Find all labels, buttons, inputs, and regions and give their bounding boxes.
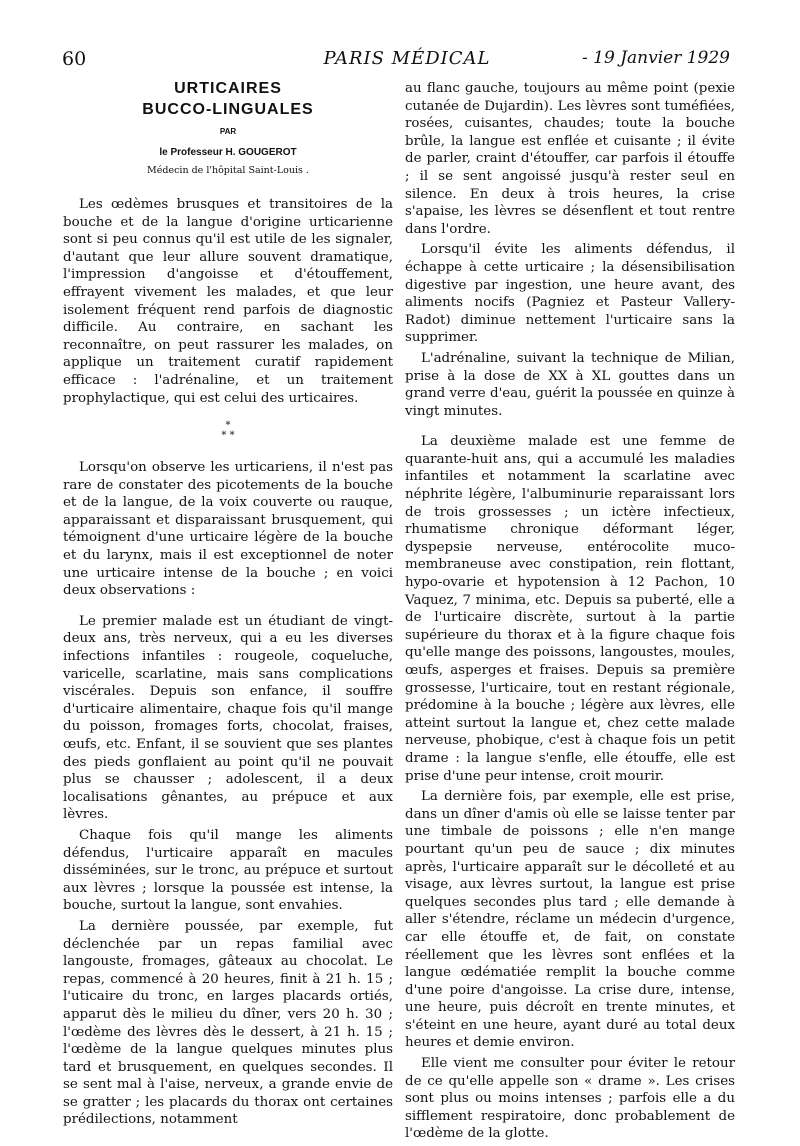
paragraph: La dernière fois, par exemple, elle est prise, dans un dîner d'amis où elle se laisse tenter par une timbale de poissons ; elle n'en mange pourtant qu'un peu de sauce ; dix minutes après, l'urticaire apparaît sur le décolleté et au visage, aux lèvres surtout, la langue est prise quelques secondes plus tard ; elle demande à aller s'étendre, réclame un médecin d'urgence, car elle étouffe et, de fait, on constate réellement que les lèvres sont enflées et la langue œdématiée remplit la bouche comme d'une poire d'angoisse. La crise dure, intense, une heure, puis décroît en trente minutes, et s'éteint en une heure, ayant duré au total deux heures et demie environ. [405, 789, 735, 1051]
paragraph: Lorsqu'il évite les aliments défendus, il échappe à cette urticaire ; la désensibilisation digestive par ingestion, une heure avant, des aliments nocifs (Pagniez et Pasteur Vallery-Radot) diminue nettement l'urticaire sans la supprimer. [405, 242, 735, 346]
page-header [62, 48, 730, 74]
byline-par: PAR [219, 127, 237, 137]
article-title-line2: BUCCO-LINGUALES [142, 100, 314, 118]
article-title-line1: URTICAIRES [174, 80, 282, 97]
paragraph: Chaque fois qu'il mange les aliments défendus, l'urticaire apparaît en macules disséminées, sur le tronc, au prépuce et surtout aux lèvres ; lorsque la poussée est intense, la bouche, surtout la langue, sont envahies. [63, 827, 393, 914]
page-number: 60 [62, 48, 87, 70]
author-affiliation: Médecin de l'hôpital Saint-Louis . [147, 165, 309, 177]
paragraph: Les œdèmes brusques et transitoires de la bouche et de la langue d'origine urticarienne sont si peu connus qu'il est utile de les signaler, d'autant que leur allure souvent dramatique, l'impression d'angoisse et d'étouffement, effrayent vivement les malades, et que leur isolement fréquent rend parfois de diagnostic difficile. Au contraire, en sachant les reconnaître, on peut rassurer les malades, on applique un traitement curatif rapidement efficace : l'adrénaline, et un traitement prophylactique, qui est celui des urticaires. [63, 196, 393, 406]
paragraph: La deuxième malade est une femme de quarante-huit ans, qui a accumulé les maladies infantiles et notamment la scarlatine avec néphrite légère, l'albuminurie reparaissant lors de trois grossesses ; un ictère infectieux, rhumatisme chronique déformant léger, dyspepsie nerveuse, entérocolite muco-membraneuse avec constipation, rein flottant, hypo-ovarie et hypotension à 12 Pachon, 10 Vaquez, 7 minima, etc. Depuis sa puberté, elle a de l'urticaire discrète, surtout à la partie supérieure du thorax et à la figure chaque fois qu'elle mange des poissons, langoustes, moules, œufs, asperges et fraises. Depuis sa première grossesse, l'urticaire, tout en restant régionale, prédomine à la bouche ; légère aux lèvres, elle atteint surtout la langue et, chez cette malade nerveuse, phobique, c'est à chaque fois un petit drame : la langue s'enfle, elle étouffe, elle est prise d'une peur intense, croit mourir. [405, 434, 735, 784]
paragraph: Elle vient me consulter pour éviter le retour de ce qu'elle appelle son « drame ». Les crises sont plus ou moins intenses ; parfois elle a du sifflement respiratoire, donc probablement de l'œdème de la glotte. [405, 1056, 735, 1142]
paragraph: au flanc gauche, toujours au même point (pexie cutanée de Dujardin). Les lèvres sont tuméfiées, rosées, cuisantes, chaudes; toute la bouche brûle, la langue est enflée et cuisante ; il évite de parler, craint d'étouffer, car parfois il étouffe ; il se sent angoissé jusqu'à rester seul en silence. En deux à trois heures, la crise s'apaise, les lèvres se désenflent et tout rentre dans l'ordre. [405, 81, 735, 237]
author-name: le Professeur H. GOUGEROT [159, 146, 297, 158]
journal-title: PARIS MÉDICAL [323, 48, 491, 69]
paragraph: Lorsqu'on observe les urticariens, il n'est pas rare de constater des picotements de la bouche et de la langue, de la voix couverte ou rauque, apparaissant et disparaissant brusquement, qui témoignent d'une urticaire légère de la bouche et du larynx, mais il est exceptionnel de noter une urticaire intense de la bouche ; en voici deux observations : [63, 460, 393, 599]
separator-stars-bottom: * * [221, 430, 235, 442]
paragraph: L'adrénaline, suivant la technique de Milian, prise à la dose de XX à XL gouttes dans un grand verre d'eau, guérit la poussée en quinze à vingt minutes. [405, 350, 735, 419]
right-column [405, 80, 735, 1143]
issue-date: - 19 Janvier 1929 [582, 48, 730, 68]
paragraph: Le premier malade est un étudiant de vingt-deux ans, très nerveux, qui a eu les diverses infections infantiles : rougeole, coqueluche, varicelle, scarlatine, mais sans complications viscérales. Depuis son enfance, il souffre d'urticaire alimentaire, chaque fois qu'il mange du poisson, fromages forts, chocolat, fraises, œufs, etc. Enfant, il se souvient que ses plantes des pieds gonflaient au point qu'il ne pouvait plus se chausser ; adolescent, il a deux localisations gênantes, au prépuce et aux lèvres. [63, 613, 393, 823]
section-separator [63, 421, 393, 441]
left-column [63, 80, 393, 1129]
separator-star-top: * [225, 420, 231, 432]
paragraph: La dernière poussée, par exemple, fut déclenchée par un repas familial avec langouste, fromages, gâteaux au chocolat. Le repas, commencé à 20 heures, finit à 21 h. 15 ; l'uticaire du tronc, en larges placards ortiés, apparut dès le milieu du dîner, vers 20 h. 30 ; l'œdème des lèvres dès le dessert, à 21 h. 15 ; l'œdème de la langue quelques minutes plus tard et brusquement, en quelques secondes. Il se sent mal à l'aise, nerveux, a grande envie de se gratter ; les placards du thorax ont certaines prédilections, notamment [63, 918, 393, 1128]
